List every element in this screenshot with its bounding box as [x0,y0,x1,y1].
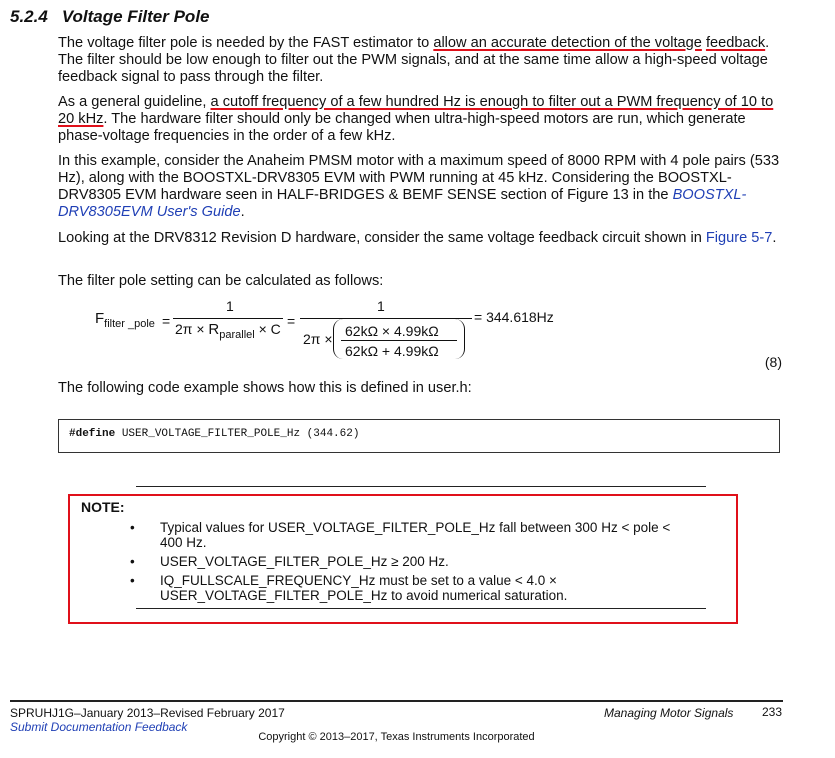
note-box [68,494,738,624]
fraction-1-numerator: 1 [226,298,234,314]
section-title: Voltage Filter Pole [61,7,210,26]
inner-fraction-denominator: 62kΩ + 4.99kΩ [345,343,439,359]
footer-rule [10,700,783,702]
p4-end: . [772,230,777,246]
page-number: 233 [762,705,783,719]
inner-fraction-numerator: 62kΩ × 4.99kΩ [345,323,439,339]
note-title: NOTE: [81,499,125,515]
fraction-1-bar [173,318,283,319]
code-line [69,428,359,440]
note-bottom-rule [136,608,706,609]
formula-equals-2: = [287,313,296,329]
filter-pole-formula [95,296,795,364]
paragraph-6 [58,380,784,397]
paragraph-4 [58,230,784,247]
paragraph-2 [58,94,784,145]
code-rest: USER_VOLTAGE_FILTER_POLE_Hz (344.62) [115,428,360,440]
section-number: 5.2.4 [10,7,48,26]
p3-end: . [240,204,245,220]
p1-text-end: . The filter should be low enough to filter out the PWM signals, and at the same time allow a high-speed voltage feedback signal to pass through the filter. [58,35,770,85]
fraction-2-numerator: 1 [377,298,385,314]
copyright: Copyright © 2013–2017, Texas Instruments Incorporated [258,731,535,743]
equation-number: (8) [764,354,782,370]
section-heading [10,7,210,27]
figure-5-7-link[interactable]: Figure 5-7 [705,230,773,246]
p6-text: The following code example shows how this is defined in user.h: [58,380,472,396]
p3-text: In this example, consider the Anaheim PMSM motor with a maximum speed of 8000 RPM with 4 pole pairs (533 Hz), along with the BOOSTXL-DRV8305 EVM with PWM running at 45 kHz. Considering the BOOSTXL-DRV8305 EVM hardware seen in HALF-BRIDGES & BEMF SENSE section of Figure 13 in the [58,153,780,203]
note-top-rule [136,486,706,487]
p4-text: Looking at the DRV8312 Revision D hardware, consider the same voltage feedback circuit shown in [58,230,706,246]
p2-underlined-phrase: a cutoff frequency of a few hundred Hz is enough to filter out a PWM frequency of 10 to 20 kHz [58,94,774,127]
formula-lhs: $F_{filter \_pole}$ [95,310,155,330]
code-keyword: #define [69,428,116,440]
note-bullet-list [130,520,690,607]
paragraph-1 [58,35,784,86]
fraction-2-two-pi: 2π × [303,331,333,347]
chapter-name: Managing Motor Signals [604,706,734,720]
fraction-1-denominator: $2\pi \times R_{parallel} \times C$ [175,321,281,341]
p1-text-start: The voltage filter pole is needed by the FAST estimator to [58,35,434,51]
paragraph-5 [58,273,784,290]
inner-fraction-bar [341,340,457,341]
p2-text-end: . The hardware filter should only be changed when ultra-high-speed motors are run, which generate phase-voltage frequencies in the order of a few kHz. [58,111,746,144]
submit-feedback-link[interactable]: Submit Documentation Feedback [10,720,188,734]
p1-underlined-phrase: allow an accurate detection of the voltage [433,35,702,51]
note-bullet-item: • Typical values for USER_VOLTAGE_FILTER_POLE_Hz fall between 300 Hz < pole < 400 Hz. [130,520,671,550]
p5-text: The filter pole setting can be calculated as follows: [58,273,384,289]
footer-left [10,706,285,734]
evm-users-guide-link[interactable]: BOOSTXL-DRV8305EVM User's Guide [58,187,747,220]
code-example-box [58,419,780,453]
note-bullet-item: • IQ_FULLSCALE_FREQUENCY_Hz must be set to a value < 4.0 × USER_VOLTAGE_FILTER_POLE_Hz to avoid numerical saturation. [130,573,568,603]
p1-underlined-word: feedback [705,35,766,51]
note-bullet-item: • USER_VOLTAGE_FILTER_POLE_Hz ≥ 200 Hz. [130,554,449,569]
p2-text-start: As a general guideline, [58,94,211,110]
formula-equals-1: = [162,313,171,329]
document-id: SPRUHJ1G–January 2013–Revised February 2017 [10,706,285,720]
formula-result: = 344.618Hz [474,309,554,325]
paragraph-3 [58,153,784,221]
